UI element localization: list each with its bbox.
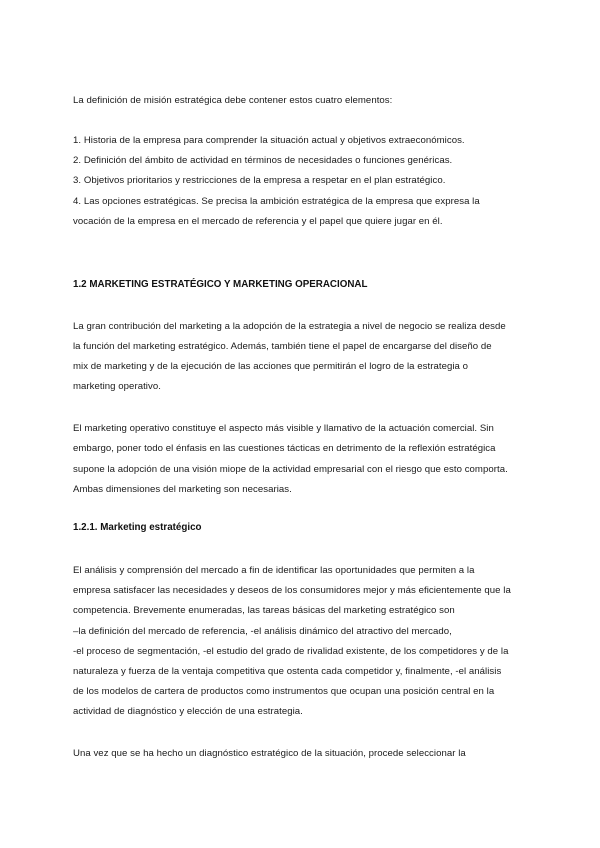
intro-text: La definición de misión estratégica debe contener estos cuatro elementos: bbox=[73, 95, 393, 106]
paragraph-line: de los modelos de cartera de productos como instrumentos que ocupan una posición central en la bbox=[73, 686, 495, 697]
section-heading: 1.2 MARKETING ESTRATÉGICO Y MARKETING OPERACIONAL bbox=[73, 279, 368, 290]
paragraph-line: embargo, poner todo el énfasis en las cuestiones tácticas en detrimento de la reflexión estratégica bbox=[73, 443, 496, 454]
paragraph-line: El marketing operativo constituye el aspecto más visible y llamativo de la actuación comercial. Sin bbox=[73, 423, 494, 434]
paragraph-line: -el proceso de segmentación, -el estudio del grado de rivalidad existente, de los competidores y de la bbox=[73, 646, 509, 657]
paragraph-line: La gran contribución del marketing a la adopción de la estrategia a nivel de negocio se realiza desde bbox=[73, 321, 506, 332]
paragraph-line: marketing operativo. bbox=[73, 381, 161, 392]
paragraph-line: –la definición del mercado de referencia, -el análisis dinámico del atractivo del mercado, bbox=[73, 626, 452, 637]
paragraph-line: la función del marketing estratégico. Además, también tiene el papel de encargarse del diseño de bbox=[73, 341, 492, 352]
paragraph-line: actividad de diagnóstico y elección de una estrategia. bbox=[73, 706, 303, 717]
paragraph-line: mix de marketing y de la ejecución de las acciones que permitirán el logro de la estrategia o bbox=[73, 361, 469, 372]
list-item: 4. Las opciones estratégicas. Se precisa la ambición estratégica de la empresa que expresa la bbox=[73, 196, 480, 207]
paragraph-line: supone la adopción de una visión miope de la actividad empresarial con el riesgo que esto comporta. bbox=[73, 464, 508, 475]
paragraph-line: Una vez que se ha hecho un diagnóstico estratégico de la situación, procede seleccionar la bbox=[73, 748, 466, 759]
list-item: 3. Objetivos prioritarios y restricciones de la empresa a respetar en el plan estratégico. bbox=[73, 175, 446, 186]
list-item: 1. Historia de la empresa para comprender la situación actual y objetivos extraeconómicos. bbox=[73, 135, 465, 146]
subsection-heading: 1.2.1. Marketing estratégico bbox=[73, 522, 202, 533]
paragraph-line: naturaleza y fuerza de la ventaja competitiva que ostenta cada competidor y, finalmente, -el análisis bbox=[73, 666, 502, 677]
paragraph-line: Ambas dimensiones del marketing son necesarias. bbox=[73, 484, 292, 495]
paragraph-line: empresa satisfacer las necesidades y deseos de los consumidores mejor y más eficientemente que la bbox=[73, 585, 511, 596]
list-item: 2. Definición del ámbito de actividad en términos de necesidades o funciones genéricas. bbox=[73, 155, 453, 166]
paragraph-line: El análisis y comprensión del mercado a fin de identificar las oportunidades que permiten a la bbox=[73, 565, 475, 576]
list-item-continuation: vocación de la empresa en el mercado de referencia y el papel que quiere jugar en él. bbox=[73, 216, 443, 227]
paragraph-line: competencia. Brevemente enumeradas, las tareas básicas del marketing estratégico son bbox=[73, 605, 455, 616]
